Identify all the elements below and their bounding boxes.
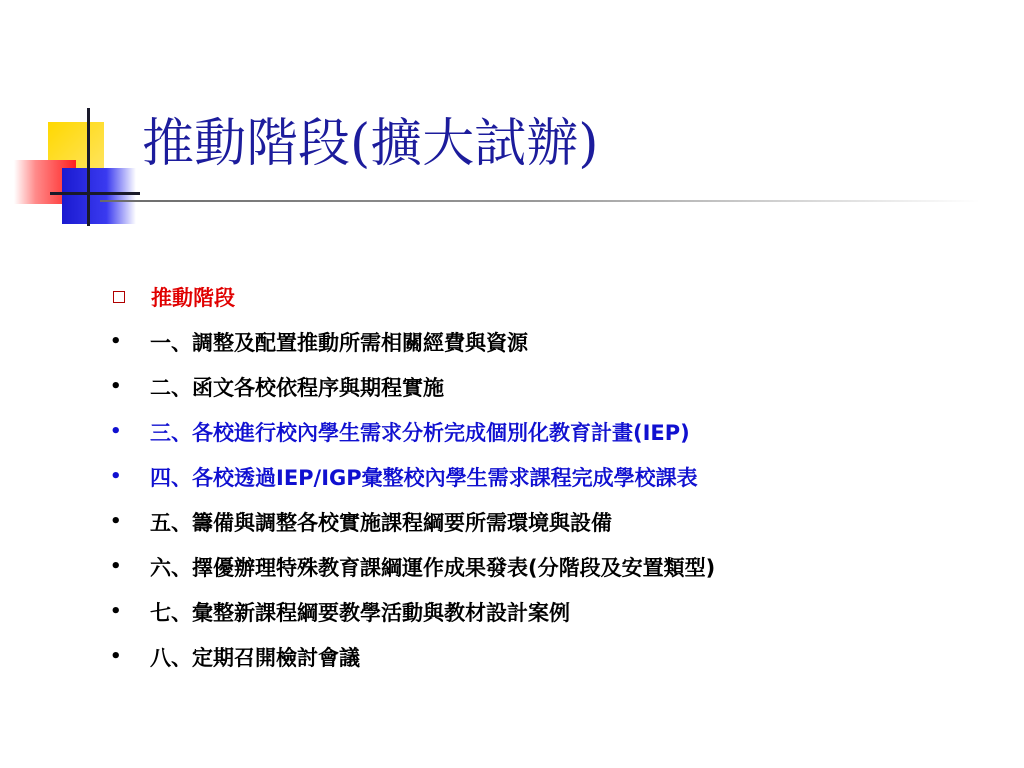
bullet-icon: • (110, 376, 122, 397)
list-item (110, 454, 715, 499)
bullet-icon: • (110, 601, 122, 622)
list-item-text: 推動階段 (151, 285, 235, 310)
bullet-icon: • (110, 331, 122, 352)
bullet-icon: • (110, 511, 122, 532)
list-item-text: 五、籌備與調整各校實施課程綱要所需環境與設備 (150, 510, 612, 535)
bullet-icon: • (110, 466, 122, 487)
decorative-vertical-line (87, 108, 90, 226)
list-item-text: 六、擇優辦理特殊教育課綱運作成果發表(分階段及安置類型) (150, 555, 716, 580)
list-item (110, 319, 715, 364)
list-item (110, 589, 715, 634)
list-item-text: 八、定期召開檢討會議 (150, 645, 360, 670)
decorative-blue-square (62, 168, 136, 224)
title-underline (100, 200, 980, 202)
bullet-icon: • (110, 646, 122, 667)
list-item-text: 七、彙整新課程綱要教學活動與教材設計案例 (150, 600, 570, 625)
bullet-icon: • (110, 556, 122, 577)
square-bullet-icon (113, 291, 125, 303)
list-item (110, 364, 715, 409)
list-item (110, 409, 715, 454)
bullet-list (110, 274, 715, 679)
list-item-text: 一、調整及配置推動所需相關經費與資源 (150, 330, 528, 355)
list-item-text: 二、函文各校依程序與期程實施 (150, 375, 444, 400)
list-item (110, 499, 715, 544)
list-item-text: 四、各校透過IEP/IGP彙整校內學生需求課程完成學校課表 (150, 465, 698, 490)
slide-title: 推動階段(擴大試辦) (142, 114, 599, 174)
bullet-icon: • (110, 421, 122, 442)
list-item (110, 634, 715, 679)
decorative-horizontal-line (50, 192, 140, 195)
list-item-text: 三、各校進行校內學生需求分析完成個別化教育計畫(IEP) (150, 420, 690, 445)
list-item-heading (110, 274, 715, 319)
list-item (110, 544, 715, 589)
